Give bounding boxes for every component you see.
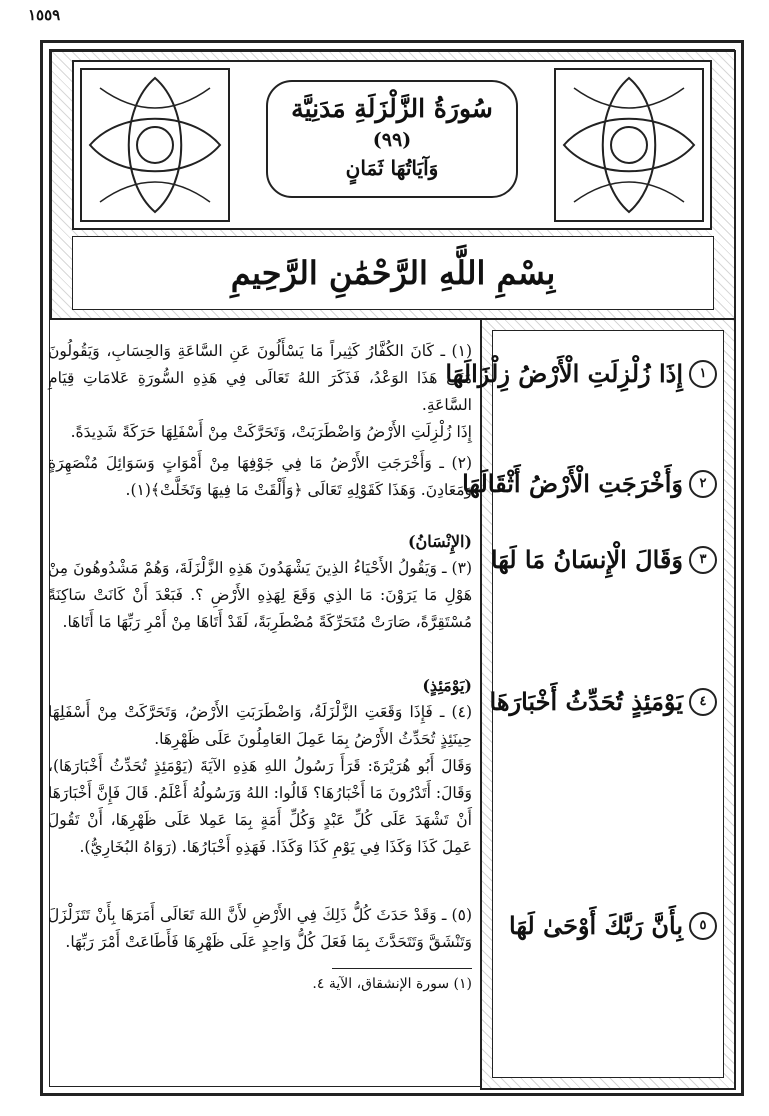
- surah-title: [268, 94, 516, 152]
- tafsir-paragraph-1b: إِذَا زُلْزِلَتِ الأَرْضُ وَاضْطَرَبَتْ، وَتَحَرَّكَتْ مِنْ أَسْفَلِهَا حَرَكَةً شَدِيدَةً.: [70, 423, 472, 441]
- left-arabesque-ornament: [80, 68, 230, 222]
- verse-number-marker: ٥: [689, 912, 717, 940]
- verse-2: [462, 469, 717, 498]
- verse-3: [491, 545, 717, 574]
- tafsir-paragraph-1: (١) ـ كَانَ الكُفَّارُ كَثِيراً مَا يَسْأَلُونَ عَنِ السَّاعَةِ وَالحِسَابِ، وَيَقُولُونَ مَتَى هَذَا الوَعْدُ، فَذَكَرَ اللهُ تَعَالَى فِي هَذِهِ السُّورَةِ عَلامَاتِ قِيَامِ السَّاعَةِ.: [48, 342, 472, 414]
- verse-number-marker: ٣: [689, 546, 717, 574]
- verse-count: وَآيَاتُهَا ثَمَانٍ: [345, 156, 439, 180]
- verse-text: إِذَا زُلْزِلَتِ الْأَرْضُ زِلْزَالَهَا: [445, 359, 683, 388]
- title-plate: [72, 60, 712, 230]
- verse-number-marker: ٢: [689, 470, 717, 498]
- verse-number-marker: ٤: [689, 688, 717, 716]
- verse-text: يَوْمَئِذٍ تُحَدِّثُ أَخْبَارَهَا: [489, 687, 683, 716]
- tafsir-paragraph-4b: وَقَالَ أَبُو هُرَيْرَةَ: قَرَأَ رَسُولُ اللهِ هَذِهِ الآيَةَ (يَوْمَئِذٍ تُحَدِّثُ أَخْبَارَهَا)، وَقَالَ: أَتَدْرُونَ مَا أَخْبَارُهَا؟ قَالُوا: اللهُ وَرَسُولُهُ أَعْلَمُ. قَالَ فَإِنَّ أَخْبَارَهَا أَنْ تَشْهَدَ عَلَى كُلِّ عَبْدٍ وَكُلِّ أَمَةٍ بِمَا عَمِلا عَلَى ظَهْرِهَا، أَنْ تَقُولَ عَمِلَ كَذَا وَكَذَا فِي يَوْمِ كَذَا وَكَذَا. فَهَذِهِ أَخْبَارُهَا. (رَوَاهُ البُخَارِيُّ).: [48, 757, 472, 856]
- tafsir-paragraph-2: (٢) ـ وَأَخْرَجَتِ الأَرْضُ مَا فِي جَوْفِهَا مِنْ أَمْوَاتٍ وَسَوَائِلَ مُنْصَهِرَةٍ وَمَعَادِنَ. وَهَذَا كَقَوْلِهِ تَعَالَى ﴿وَأَلْقَتْ مَا فِيهَا وَتَخَلَّتْ﴾(١).: [48, 454, 472, 499]
- page-number: ١٥٥٩: [28, 6, 61, 24]
- verse-1: [445, 359, 717, 388]
- surah-name: سُورَةُ الزَّلْزَلَةِ مَدَنِيَّة: [291, 94, 493, 123]
- verse-text: بِأَنَّ رَبَّكَ أَوْحَىٰ لَهَا: [509, 911, 683, 940]
- verses-panel: [445, 318, 736, 1090]
- section-heading-yawmaidhin: (يَوْمَئِذٍ): [422, 676, 472, 695]
- footnote: (١) سورة الإنشقاق، الآية ٤.: [312, 976, 472, 992]
- verse-number-marker: ١: [689, 360, 717, 388]
- verse-4: [490, 687, 717, 716]
- verse-text: وَأَخْرَجَتِ الْأَرْضُ أَثْقَالَهَا: [462, 469, 683, 498]
- right-arabesque-ornament: [554, 68, 704, 222]
- surah-title-cartouche: [266, 80, 518, 198]
- basmala: بِسْمِ اللَّهِ الرَّحْمَٰنِ الرَّحِيمِ: [72, 236, 714, 310]
- section-heading-insan: (الإِنْسَانُ): [407, 532, 472, 551]
- footnote-divider: [332, 968, 472, 969]
- surah-number: (٩٩): [372, 129, 412, 151]
- verse-text: وَقَالَ الْإِنسَانُ مَا لَهَا: [490, 545, 683, 574]
- tafsir-paragraph-4: (٤) ـ فَإِذَا وَقَعَتِ الزَّلْزَلَةُ، وَاضْطَرَبَتِ الأَرْضُ، وَتَحَرَّكَتْ مِنْ أَسْفَلِهَا حِينَئِذٍ تُحَدِّثُ الأَرْضُ بِمَا عَمِلَ العَامِلُونَ عَلَى ظَهْرِهَا.: [48, 703, 472, 748]
- tafsir-paragraph-3: (٣) ـ وَيَقُولُ الأَحْيَاءُ الذِينَ يَشْهَدُونَ هَذِهِ الزَّلْزَلَةَ، وَهُمْ مَشْدُوهُونَ مِنْ هَوْلِ مَا يَرَوْنَ: مَا الذِي وَقَعَ لِهَذِهِ الأَرْضِ ؟. فَبَعْدَ أَنْ كَانَتْ سَاكِنَةً مُسْتَقِرَّةً، صَارَتْ مُتَحَرِّكَةً مُضْطَرِبَةً، لَقَدْ أَتَاهَا مِنْ أَمْرِ رَبِّهَا مَا أَتَاهَا.: [48, 559, 472, 631]
- tafsir-column: [48, 322, 472, 1092]
- verse-5: [509, 911, 717, 940]
- tafsir-paragraph-5: (٥) ـ وَقَدْ حَدَثَ كُلُّ ذَلِكَ فِي الأَرْضِ لأَنَّ اللهَ تَعَالَى أَمَرَهَا بِأَنْ تَتَزَلْزَلَ وَتَنْشَقَّ وَتَتَحَدَّثَ بِمَا فَعَلَ كُلُّ وَاحِدٍ عَلَى ظَهْرِهَا فَأَطَاعَتْ أَمْرَ رَبِّهَا.: [48, 906, 472, 951]
